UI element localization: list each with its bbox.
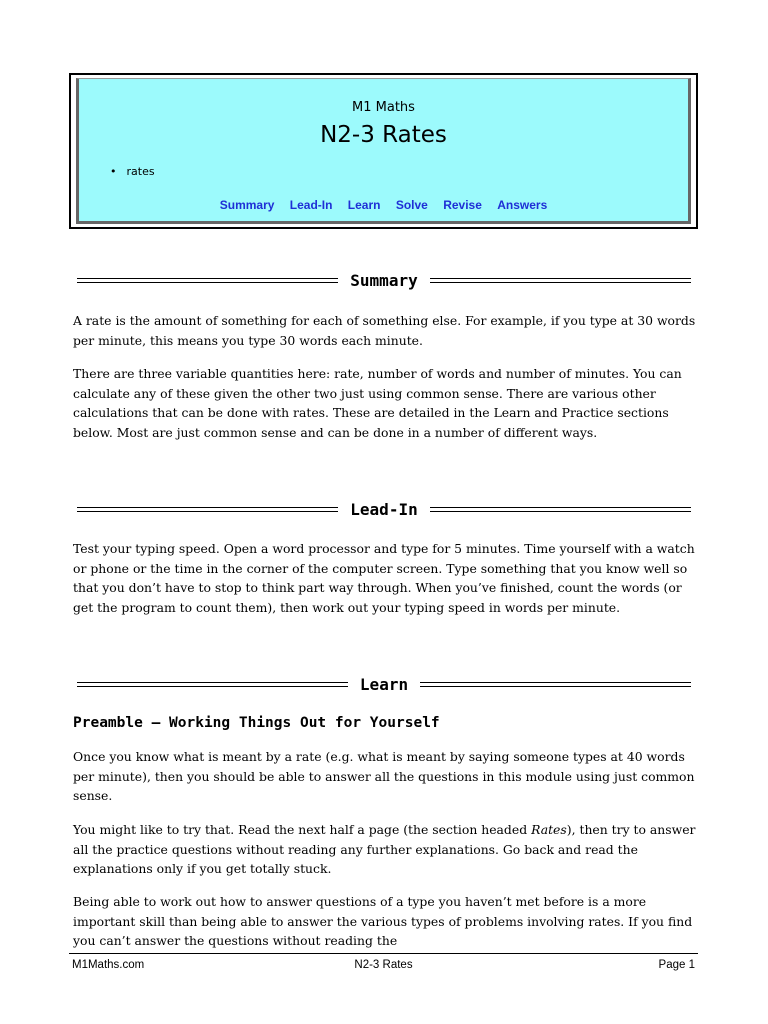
course-name: M1 Maths bbox=[352, 100, 415, 115]
lead-in-heading bbox=[77, 498, 691, 520]
preamble-subheading: Preamble – Working Things Out for Yourself bbox=[73, 715, 440, 731]
divider-rule bbox=[430, 278, 691, 283]
learn-heading-label: Learn bbox=[359, 674, 409, 694]
nav-link-revise[interactable]: Revise bbox=[443, 198, 482, 212]
nav-link-answers[interactable]: Answers bbox=[497, 198, 548, 212]
nav-link-summary[interactable]: Summary bbox=[219, 198, 275, 212]
nav-link-lead-in[interactable]: Lead-In bbox=[289, 198, 333, 212]
learn-paragraph-1: Once you know what is meant by a rate (e.g. what is meant by saying someone types at 40 words per minute), then you should be able to answer all the questions in this module using just common sense. bbox=[73, 749, 695, 804]
divider-rule bbox=[420, 682, 691, 687]
nav-link-learn[interactable]: Learn bbox=[347, 198, 381, 212]
footer-site: M1Maths.com bbox=[72, 959, 145, 971]
divider-rule bbox=[77, 682, 348, 687]
header-panel bbox=[76, 78, 691, 224]
footer-module: N2-3 Rates bbox=[354, 959, 413, 971]
divider-rule bbox=[77, 278, 338, 283]
topic-list bbox=[110, 165, 155, 178]
divider-rule bbox=[430, 507, 691, 512]
divider-rule bbox=[77, 507, 338, 512]
page-footer bbox=[72, 959, 695, 975]
lead-in-heading-label: Lead-In bbox=[350, 499, 418, 519]
section-nav bbox=[79, 198, 688, 212]
topic-item: • rates bbox=[110, 165, 155, 178]
rates-section-reference: Rates bbox=[531, 822, 567, 837]
summary-heading-label: Summary bbox=[350, 270, 418, 290]
header-box bbox=[69, 73, 698, 229]
learn-paragraph-2-end: ), then try to answer all the practice questions without reading any further explanations. Go back and read the explanations only if you get totally stuck. bbox=[73, 822, 696, 877]
summary-paragraph-2: There are three variable quantities here: rate, number of words and number of minutes. You can calculate any of these given the other two just using common sense. There are various other calculations that can be done with rates. These are detailed in the Learn and Practice sections below. Most are just common sense and can be done in a number of different ways. bbox=[73, 366, 682, 440]
footer-page-number: Page 1 bbox=[658, 959, 695, 971]
learn-paragraph-2 bbox=[73, 820, 698, 879]
footer-rule bbox=[69, 953, 698, 954]
module-title: N2-3 Rates bbox=[320, 122, 447, 148]
learn-paragraph-2-start: You might like to try that. Read the next half a page (the section headed bbox=[73, 822, 532, 837]
summary-paragraph-1: A rate is the amount of something for each of something else. For example, if you type at 30 words per minute, this means you type 30 words each minute. bbox=[73, 313, 696, 348]
nav-link-solve[interactable]: Solve bbox=[395, 198, 428, 212]
summary-heading bbox=[77, 269, 691, 291]
lead-in-paragraph: Test your typing speed. Open a word processor and type for 5 minutes. Time yourself with a watch or phone or the time in the corner of the computer screen. Type something that you know well so that you don’t have to stop to think part way through. When you’ve finished, count the words (or get the program to count them), then work out your typing speed in words per minute. bbox=[73, 541, 695, 615]
learn-heading bbox=[77, 673, 691, 695]
learn-paragraph-3: Being able to work out how to answer questions of a type you haven’t met before is a more important skill than being able to answer the various types of problems involving rates. If you find you can’t answer the questions without reading the bbox=[73, 894, 693, 949]
